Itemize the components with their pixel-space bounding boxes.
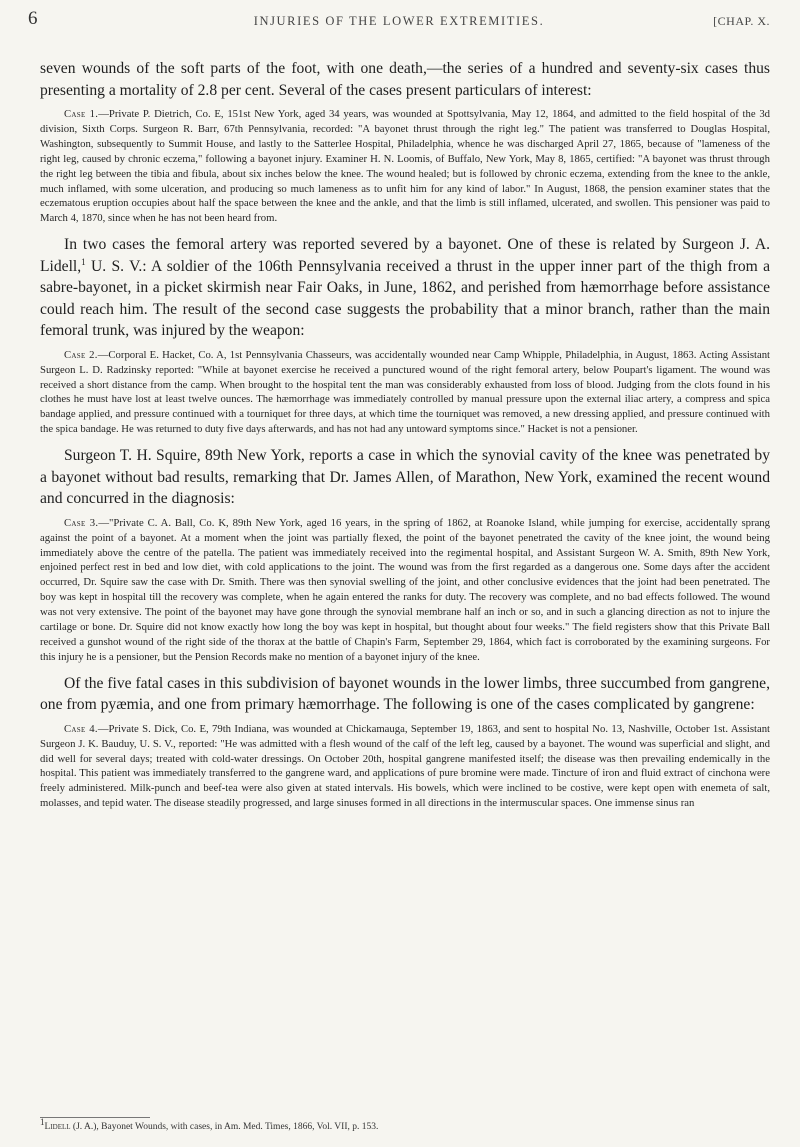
case-4 [40, 722, 770, 811]
case-1-label: Case 1. [64, 108, 99, 120]
running-header [28, 8, 770, 34]
paragraph-femoral [40, 234, 770, 342]
footnote [40, 1116, 770, 1133]
chapter-label: [CHAP. X. [713, 14, 770, 28]
paragraph-intro: seven wounds of the soft parts of the foot, with one death,—the series of a hundred and seventy-six cases thus presenting a mortality of 2.8 per cent. Several of the cases present particulars of interest: [40, 60, 770, 99]
footnote-text: (J. A.), Bayonet Wounds, with cases, in Am. Med. Times, 1866, Vol. VII, p. 153. [70, 1122, 379, 1132]
paragraph-femoral-b: U. S. V.: A soldier of the 106th Pennsylvania received a thrust in the upper inner part of the thigh from a sabre-bayonet, in a picket skirmish near Fair Oaks, in June, 1862, and perished from hæmorrhage before assistance could reach him. The result of the second case suggests the probability that a minor branch, rather than the main femoral trunk, was injured by the weapon: [40, 257, 770, 340]
case-2-label: Case 2. [64, 348, 98, 361]
case-3-label: Case 3. [64, 516, 99, 529]
running-title: INJURIES OF THE LOWER EXTREMITIES. [253, 14, 545, 28]
case-1-text: —Private P. Dietrich, Co. E, 151st New York, aged 34 years, was wounded at Spottsylvania, May 12, 1864, and admitted to the field hospital of the 3d division, Sixth Corps. Surgeon R. Barr, 67th Pennsylvania, recorded: "A bayonet thrust through the right leg." The patient was transferred to Douglas Hospital, Washington, subsequently to Summit House, and lastly to the Satterlee Hospital, Philadelphia, whence he was discharged April 27, 1865, because of "lameness of the right leg, caused by chronic eczema," following a bayonet injury. Examiner H. N. Loomis, of Buffalo, New York, May 8, 1865, certified: "A bayonet was thrust through the right leg between the tibia and fibula, about six inches below the knee. The wound healed; but is followed by chronic eczema, extending from the knee to the ankle, much inflamed, with some ulceration, and producing so much lameness as to unfit him for any kind of labor." In August, 1868, the pension examiner states that the eczematous eruption occupies about half the space between the knee and the ankle, and that the limb is still inflamed, ulcerated, and swollen. This pensioner was paid to March 4, 1870, since when he has not been heard from. [40, 108, 771, 225]
case-2-text: —Corporal E. Hacket, Co. A, 1st Pennsylvania Chasseurs, was accidentally wounded near Camp Whipple, Philadelphia, in August, 1863. Acting Assistant Surgeon L. D. Radzinsky reported: "While at bayonet exercise he received a punctured wound of the right femoral artery, below Poupart's ligament. The wound was received a short distance from the camp. When brought to the hospital tent the man was considerably exhausted from loss of blood. Judging from the clots found in his clothes he must have lost at least twelve ounces. The hæmorrhage was immediately controlled by manual pressure upon the external iliac artery, a compress and spica bandage applied, and pressure continued with a tourniquet for three days, at which time the tourniquet was removed, a new dressing applied, and pressure continued with the spica bandage. He was returned to duty five days afterwards, and has not had any untoward symptoms since." Hacket is not a pensioner. [40, 348, 771, 436]
case-2 [40, 348, 770, 437]
footnote-marker: 1 [40, 1116, 45, 1127]
case-4-label: Case 4. [64, 722, 98, 735]
case-3-text: —"Private C. A. Ball, Co. K, 89th New York, aged 16 years, in the spring of 1862, at Roanoke Island, while jumping for exercise, accidentally sprang against the point of a bayonet. At a moment when the joint was partially flexed, the point of the bayonet penetrated the cavity of the knee joint, the wound being immediately above the centre of the patella. The patient was immediately received into the regimental hospital, and Assistant Surgeon W. A. Smith, 89th New York, enjoined perfect rest in bed and low diet, with cold applications to the joint. The wound was from the first regarded as a dangerous one. Some days after the accident occurred, Dr. Squire saw the case with Dr. Smith. There was then synovial swelling of the joint, and other conclusive evidences that the joint had been penetrated. The boy was kept in hospital till the recovery was complete, when he again entered the ranks for duty. The recovery was complete, and no bad effects followed. The wound was not very extensive. The point of the bayonet may have gone through the synovial membrane half an inch or so, and in such a glancing direction as not to injure the cartilage or bone. Dr. Squire did not know exactly how long the boy was kept in hospital, but thought about four weeks." The field registers show that this Private Ball received a gunshot wound of the right side of the thorax at the battle of Chapin's Farm, September 29, 1864, which fact is corroborated by the examining surgeons. For this injury he is a pensioner, but the Pension Records make no mention of a bayonet injury of the knee. [40, 516, 770, 663]
paragraph-femoral-a: In two cases the femoral artery was reported severed by a bayonet. One of these is related by Surgeon J. A. Lidell, [40, 236, 770, 275]
case-3 [40, 516, 770, 665]
footnote-author: Lidell [44, 1122, 71, 1132]
footnote-ref: 1 [81, 256, 86, 267]
paragraph-fatal: Of the five fatal cases in this subdivision of bayonet wounds in the lower limbs, three succumbed from gangrene, one from pyæmia, and one from primary hæmorrhage. The following is one of the cases complicated by gangrene: [40, 674, 770, 714]
page-number: 6 [28, 8, 38, 29]
footnote-divider [40, 1117, 150, 1118]
body-text [40, 58, 770, 819]
case-1 [40, 107, 770, 226]
paragraph-synovial: Surgeon T. H. Squire, 89th New York, reports a case in which the synovial cavity of the knee was penetrated by a bayonet without bad results, remarking that Dr. James Allen, of Marathon, New York, examined the recent wound and concurred in the diagnosis: [40, 447, 770, 508]
case-4-text: —Private S. Dick, Co. E, 79th Indiana, was wounded at Chickamauga, September 19, 1863, and sent to hospital No. 13, Nashville, October 1st. Assistant Surgeon J. K. Bauduy, U. S. V., reported: "He was admitted with a flesh wound of the calf of the left leg, caused by a bayonet. The wound was superficial and slight, and did well for several days; treated with cold-water dressings. On October 20th, hospital gangrene manifested itself; the disease was then prevailing endemically in the hospital. This patient was immediately transferred to the gangrene ward, and applications of pure bromine were made. Tincture of iron and fluid extract of cinchona were freely administered. Milk-punch and beef-tea were also given at stated intervals. His bowels, which were inclined to be costive, were kept open with enemeta of salt, molasses, and tepid water. The disease steadily progressed, and large sinuses formed in all directions in the intermuscular spaces. One immense sinus ran [40, 722, 771, 810]
